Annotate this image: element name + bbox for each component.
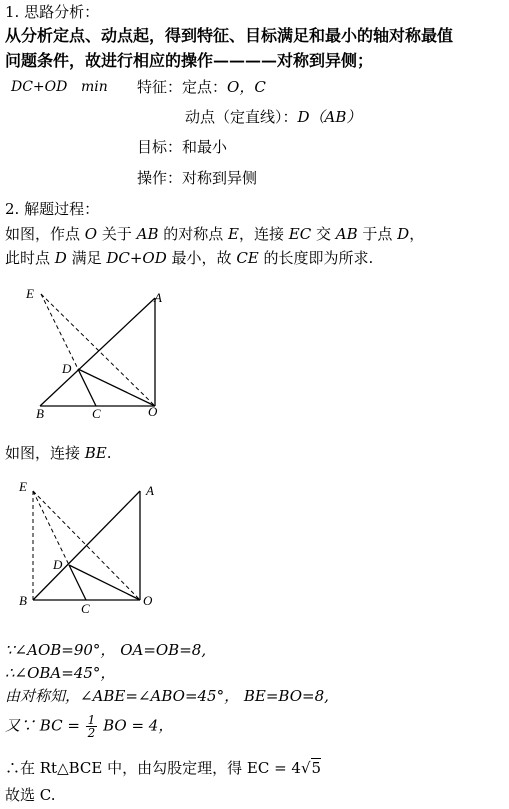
text-span: 此时点 [5, 249, 55, 267]
fixed-label: 定点： [182, 78, 228, 96]
operation-row [137, 168, 257, 188]
solution-line-2 [5, 248, 373, 268]
text-span: 如图，作点 [5, 225, 85, 243]
expr-DC-OD: DC+OD [106, 249, 167, 267]
text-span: 的对称点 [158, 225, 229, 243]
geometry-figure-1 [0, 280, 200, 430]
sqrt-sign: √ [300, 759, 311, 777]
label-B: B [36, 406, 44, 421]
text-span: 又∵ BC = [5, 716, 80, 735]
feature-row [137, 77, 266, 97]
proof-line-2: ∴∠OBA=45°， [5, 664, 116, 682]
var-AB: AB [136, 225, 159, 243]
connect-BE-line [5, 443, 112, 463]
moving-values: D（AB） [297, 108, 362, 126]
dashed-segment-ED [33, 491, 69, 565]
operation-value: 对称到异侧 [182, 169, 258, 187]
var-E: E [228, 225, 239, 243]
solution-line-1 [5, 224, 424, 244]
formula-left: DC+OD [11, 79, 68, 95]
section1-title: 1. 思路分析： [5, 3, 100, 21]
proof-line-5 [5, 758, 321, 778]
segment-CD [78, 369, 96, 406]
label-E: E [26, 286, 34, 301]
operation-label: 操作： [137, 169, 183, 187]
label-E: E [19, 479, 27, 494]
text-span: 满足 [66, 249, 107, 267]
fraction-numerator: 1 [87, 713, 96, 727]
text-span: ∴在 Rt△BCE 中，由勾股定理，得 EC = 4 [5, 759, 301, 777]
segment-DO [78, 369, 155, 406]
analysis-bold-line-2: 问题条件，故进行相应的操作————对称到异侧； [5, 51, 374, 70]
proof-line-1: ∵∠AOB=90°， OA=OB=8, [5, 641, 207, 659]
section2-title: 2. 解题过程： [5, 200, 100, 218]
fraction-one-half [86, 714, 98, 739]
answer-line: 故选 C. [5, 786, 56, 804]
var-CE: CE [236, 249, 259, 267]
fixed-values: O，C [227, 78, 266, 96]
text-span: ， [409, 225, 425, 243]
text-span: 的长度即为所求. [258, 249, 374, 267]
label-C: C [81, 601, 90, 616]
goal-label: 目标： [137, 138, 183, 156]
moving-row [185, 107, 361, 127]
text-span: 如图，连接 [5, 444, 85, 462]
segment-CD [69, 565, 86, 600]
feature-label: 特征： [137, 78, 183, 96]
var-D: D [397, 225, 410, 243]
var-D: D [54, 249, 67, 267]
text-span: BO = 4， [103, 716, 174, 735]
var-BE: BE [84, 444, 107, 462]
label-C: C [92, 406, 101, 421]
label-A: A [154, 290, 162, 305]
dashed-segment-ED [41, 294, 78, 369]
text-span: 关于 [97, 225, 137, 243]
goal-row [137, 137, 227, 157]
text-span: . [106, 444, 112, 462]
fraction-denominator: 2 [87, 726, 96, 740]
text-span: ，连接 [239, 225, 289, 243]
sqrt-radicand: 5 [311, 759, 322, 777]
proof-line-4 [5, 714, 173, 739]
goal-value: 和最小 [182, 138, 228, 156]
analysis-bold-line-1: 从分析定点、动点起，得到特征、目标满足和最小的轴对称最值 [5, 26, 454, 45]
moving-label: 动点（定直线）： [185, 108, 298, 126]
label-O: O [143, 593, 153, 608]
label-O: O [148, 404, 158, 419]
label-A: A [146, 483, 154, 498]
proof-line-3: 由对称知，∠ABE=∠ABO=45°， BE=BO=8, [5, 687, 329, 705]
geometry-figure-2 [0, 475, 200, 625]
var-EC: EC [288, 225, 312, 243]
var-O: O [84, 225, 98, 243]
label-D: D [62, 361, 72, 376]
label-B: B [19, 593, 27, 608]
text-span: 最小，故 [166, 249, 237, 267]
text-span: 于点 [357, 225, 398, 243]
var-AB: AB [335, 225, 358, 243]
label-D: D [53, 557, 63, 572]
segment-AB [40, 298, 155, 406]
formula-min: min [81, 79, 108, 95]
segment-DO [69, 565, 140, 600]
text-span: 交 [311, 225, 336, 243]
